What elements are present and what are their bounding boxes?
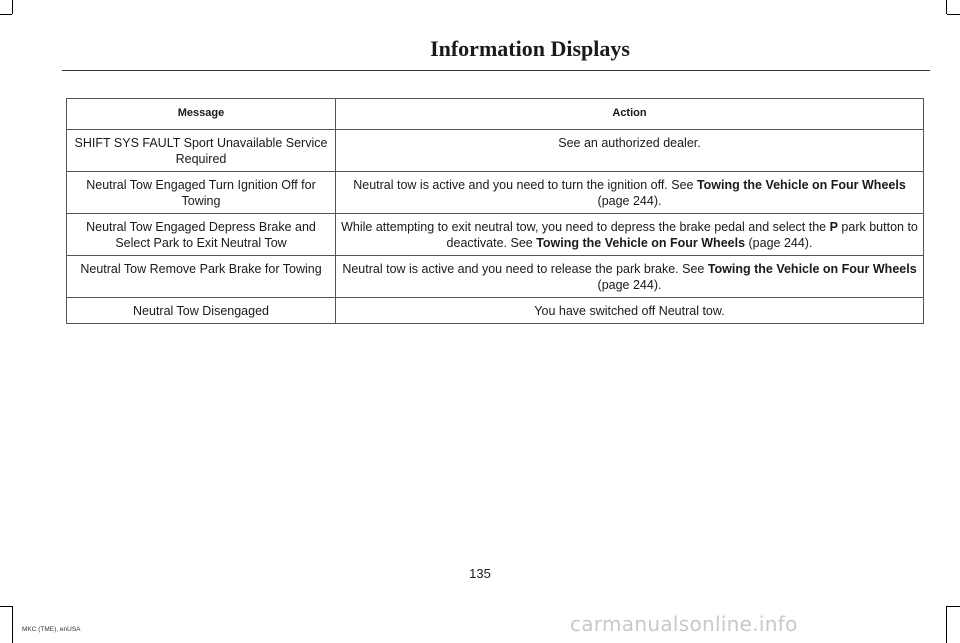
crop-mark	[947, 606, 960, 607]
crop-mark	[0, 14, 12, 15]
message-cell: Neutral Tow Disengaged	[67, 298, 336, 324]
messages-table	[66, 98, 924, 324]
table-row	[67, 298, 924, 324]
crop-mark	[12, 606, 13, 643]
crop-mark	[946, 606, 947, 643]
table-row	[67, 256, 924, 298]
table-row	[67, 214, 924, 256]
crop-mark	[0, 606, 12, 607]
message-cell: Neutral Tow Remove Park Brake for Towing	[67, 256, 336, 298]
crop-mark	[12, 0, 13, 14]
message-cell: Neutral Tow Engaged Depress Brake and Select Park to Exit Neutral Tow	[67, 214, 336, 256]
column-header-message: Message	[67, 99, 336, 130]
watermark: carmanualsonline.info	[570, 612, 798, 636]
page-title: Information Displays	[430, 36, 630, 61]
action-cell: Neutral tow is active and you need to release the park brake. See Towing the Vehicle on Four Wheels (page 244).	[336, 256, 924, 298]
action-cell: While attempting to exit neutral tow, you need to depress the brake pedal and select the P park button to deactivate. See Towing the Vehicle on Four Wheels (page 244).	[336, 214, 924, 256]
title-rule	[62, 70, 930, 71]
column-header-action: Action	[336, 99, 924, 130]
action-cell: Neutral tow is active and you need to turn the ignition off. See Towing the Vehicle on Four Wheels (page 244).	[336, 172, 924, 214]
document-code: MKC (TME), enUSA	[22, 626, 81, 633]
crop-mark	[947, 14, 960, 15]
cross-reference: Towing the Vehicle on Four Wheels	[536, 236, 746, 250]
table-row	[67, 172, 924, 214]
table-row	[67, 130, 924, 172]
table-header-row	[67, 99, 924, 130]
action-cell: See an authorized dealer.	[336, 130, 924, 172]
message-cell: SHIFT SYS FAULT Sport Unavailable Service Required	[67, 130, 336, 172]
action-cell: You have switched off Neutral tow.	[336, 298, 924, 324]
message-cell: Neutral Tow Engaged Turn Ignition Off for Towing	[67, 172, 336, 214]
cross-reference: Towing the Vehicle on Four Wheels	[696, 178, 906, 192]
gear-letter: P	[829, 220, 838, 234]
cross-reference: Towing the Vehicle on Four Wheels	[707, 262, 917, 276]
page-number: 135	[469, 566, 491, 581]
crop-mark	[946, 0, 947, 14]
